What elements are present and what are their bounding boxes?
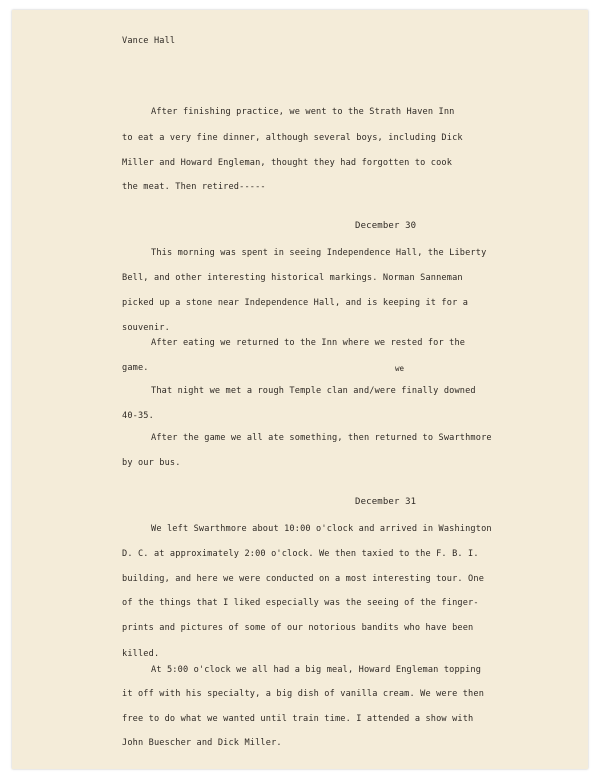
paragraph-line: free to do what we wanted until train time. I attended a show with <box>122 714 474 724</box>
paragraph-line: That night we met a rough Temple clan and/were finally downed <box>151 386 476 396</box>
paragraph-line: it off with his specialty, a big dish of vanilla cream. We were then <box>122 689 485 699</box>
typewritten-page <box>12 10 588 769</box>
paragraph-line: After finishing practice, we went to the Strath Haven Inn <box>151 107 455 117</box>
date-heading: December 30 <box>355 221 417 231</box>
paragraph-line: prints and pictures of some of our notorious bandits who have been <box>122 623 474 633</box>
paragraph-line: At 5:00 o'clock we all had a big meal, Howard Engleman topping <box>151 665 482 675</box>
paragraph-line: to eat a very fine dinner, although several boys, including Dick <box>122 133 463 143</box>
paragraph-line: After eating we returned to the Inn where we rested for the <box>151 338 466 348</box>
paragraph-line: by our bus. <box>122 458 181 468</box>
paragraph-line: the meat. Then retired----- <box>122 182 266 192</box>
paragraph-line: of the things that I liked especially was the seeing of the finger- <box>122 598 479 608</box>
paragraph-line: Bell, and other interesting historical markings. Norman Sanneman <box>122 273 463 283</box>
page-header: Vance Hall <box>122 36 176 46</box>
paragraph-line: killed. <box>122 649 160 659</box>
paragraph-line: game. <box>122 363 149 373</box>
date-heading: December 31 <box>355 497 417 507</box>
paragraph-line: John Buescher and Dick Miller. <box>122 738 282 748</box>
paragraph-line: building, and here we were conducted on a most interesting tour. One <box>122 574 485 584</box>
paragraph-line: 40-35. <box>122 411 154 421</box>
paragraph-line: picked up a stone near Independence Hall, and is keeping it for a <box>122 298 469 308</box>
paragraph-line: We left Swarthmore about 10:00 o'clock and arrived in Washington <box>151 524 492 534</box>
paragraph-line: After the game we all ate something, then returned to Swarthmore <box>151 433 492 443</box>
handwritten-insertion: we <box>395 364 405 373</box>
paragraph-line: This morning was spent in seeing Independence Hall, the Liberty <box>151 248 487 258</box>
paragraph-line: Miller and Howard Engleman, thought they had forgotten to cook <box>122 158 453 168</box>
paragraph-line: D. C. at approximately 2:00 o'clock. We then taxied to the F. B. I. <box>122 549 479 559</box>
paragraph-line: souvenir. <box>122 323 170 333</box>
